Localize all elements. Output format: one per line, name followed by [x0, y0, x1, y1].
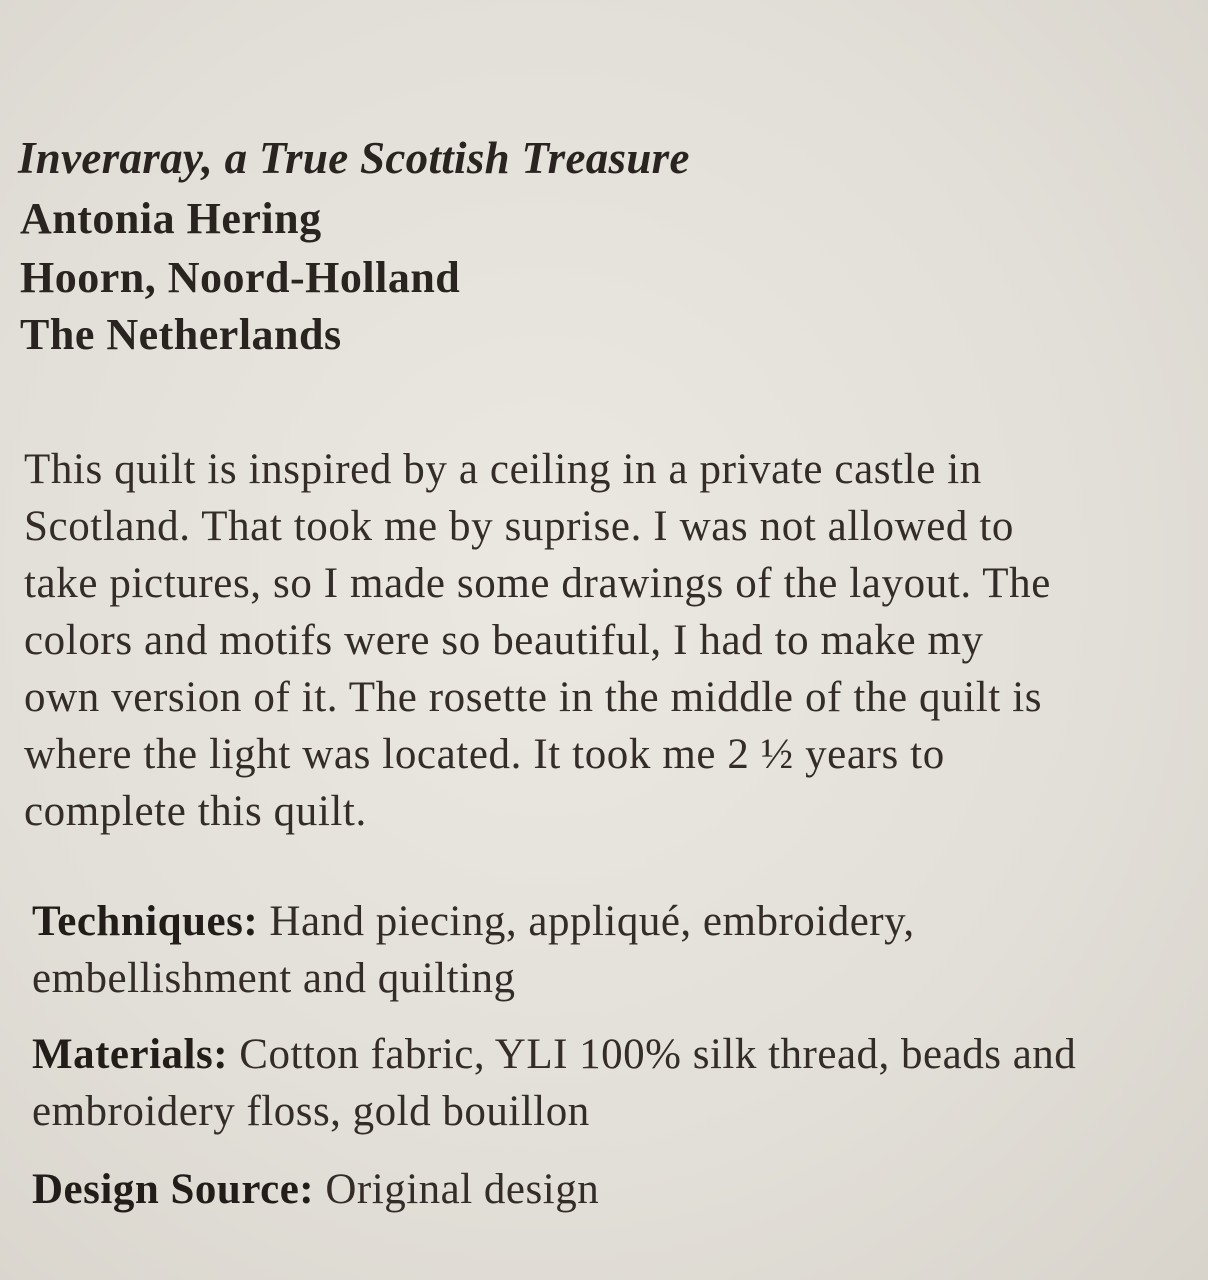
design-source — [32, 1165, 599, 1214]
materials-label: Materials: — [32, 1031, 229, 1078]
materials-value: Cotton fabric, YLI 100% silk thread, beads and — [228, 1031, 1077, 1078]
design-source-label: Design Source: — [32, 1166, 315, 1213]
techniques-value: Hand piecing, appliqué, embroidery, — [258, 898, 915, 945]
materials-continued: embroidery floss, gold bouillon — [32, 1088, 590, 1135]
materials — [32, 1030, 1076, 1079]
description-line: Scotland. That took me by suprise. I was not allowed to — [24, 503, 1015, 550]
artist-country: The Netherlands — [20, 310, 342, 359]
artist-city: Hoorn, Noord-Holland — [20, 253, 461, 302]
description-line: take pictures, so I made some drawings of the layout. The — [24, 560, 1051, 607]
techniques-label: Techniques: — [32, 898, 259, 945]
description-line: own version of it. The rosette in the middle of the quilt is — [24, 674, 1043, 721]
artist-name: Antonia Hering — [20, 194, 322, 243]
description-line: This quilt is inspired by a ceiling in a private castle in — [24, 446, 982, 493]
description-line: colors and motifs were so beautiful, I had to make my — [24, 617, 984, 664]
techniques-continued: embellishment and quilting — [32, 955, 516, 1002]
techniques — [32, 897, 915, 946]
quilt-title: Inveraray, a True Scottish Treasure — [18, 133, 690, 183]
design-source-value: Original design — [314, 1166, 600, 1213]
description-line: complete this quilt. — [24, 788, 367, 835]
description-line: where the light was located. It took me 2 ½ years to — [24, 731, 945, 778]
